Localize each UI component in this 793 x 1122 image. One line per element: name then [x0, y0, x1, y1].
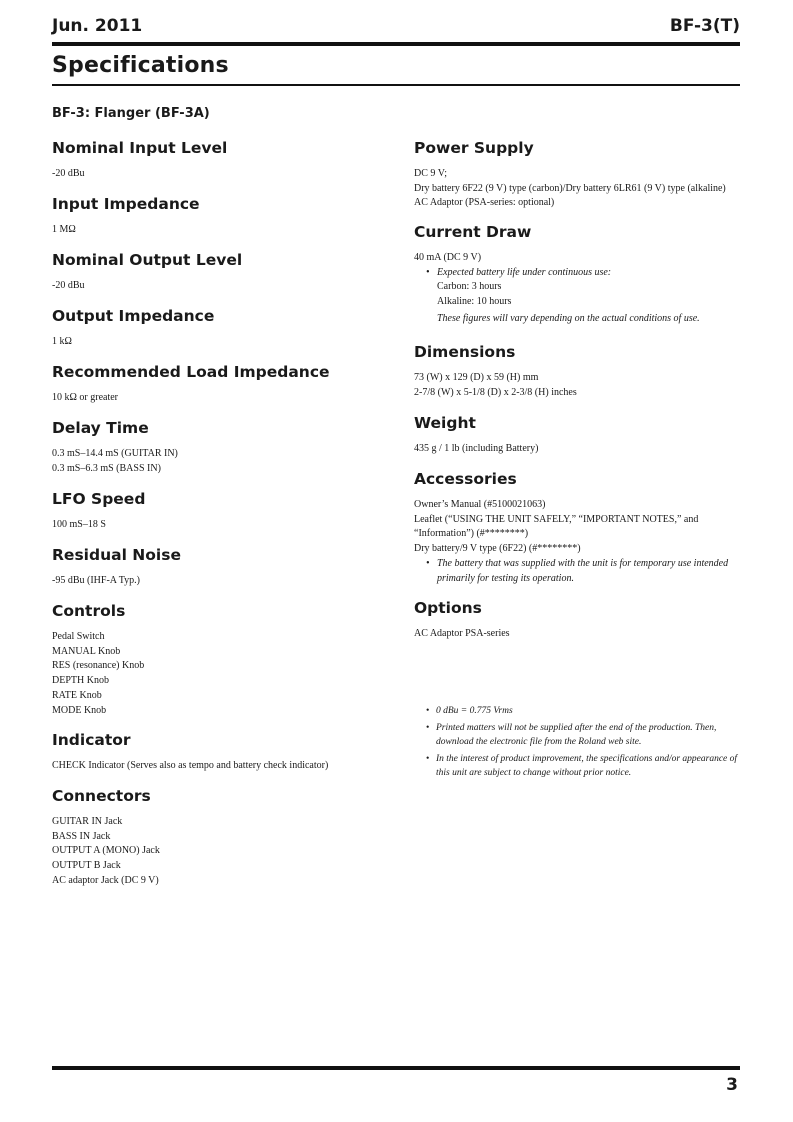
spec-indicator: [52, 729, 392, 785]
footnote-line: • Printed matters will not be supplied after the end of the production. Then,: [436, 722, 717, 733]
spec-accessories: [414, 468, 744, 597]
section-title: Output Impedance: [52, 307, 215, 325]
spec-options: [414, 597, 744, 642]
spec-value: DEPTH Knob: [52, 675, 109, 687]
spec-value: MODE Knob: [52, 704, 107, 716]
section-title: LFO Speed: [52, 490, 146, 508]
battery-life-note: • Expected battery life under continuous use:: [414, 266, 744, 281]
spec-value: 0.3 mS–6.3 mS (BASS IN): [52, 462, 161, 474]
left-column: [52, 137, 392, 889]
spec-value: Pedal Switch: [52, 631, 105, 642]
page-number: 3: [726, 1075, 738, 1095]
section-title: Delay Time: [52, 419, 149, 437]
section-title: Weight: [414, 414, 476, 432]
header-rule: [52, 42, 740, 46]
spec-value: CHECK Indicator (Serves also as tempo and battery check indicator): [52, 760, 329, 771]
spec-value: OUTPUT A (MONO) Jack: [52, 845, 160, 857]
spec-value: RES (resonance) Knob: [52, 660, 145, 672]
battery-note-cont: primarily for testing its operation.: [437, 572, 574, 584]
section-title: Connectors: [52, 787, 151, 805]
spec-connectors: [52, 785, 392, 889]
footnote: [414, 704, 744, 719]
spec-value: 2-7/8 (W) x 5-1/8 (D) x 2-3/8 (H) inches: [414, 386, 577, 398]
subtitle: BF-3: Flanger (BF-3A): [52, 106, 210, 121]
spec-value: 100 mS–18 S: [52, 519, 106, 530]
spec-value: AC Adaptor PSA-series: [414, 628, 510, 639]
section-title: Recommended Load Impedance: [52, 363, 330, 381]
spec-value: Leaflet (“USING THE UNIT SAFELY,” “IMPORTANT NOTES,” and: [414, 513, 699, 525]
spec-value: OUTPUT B Jack: [52, 860, 121, 872]
spec-value: BASS IN Jack: [52, 830, 111, 842]
footer-rule: [52, 1066, 740, 1070]
section-title: Accessories: [414, 470, 517, 488]
page-title: Specifications: [52, 53, 229, 78]
spec-dimensions: [414, 341, 744, 412]
header-date: Jun. 2011: [52, 16, 143, 36]
vary-note: These figures will vary depending on the actual conditions of use.: [437, 312, 700, 324]
header-model: BF-3(T): [669, 16, 740, 36]
section-title: Input Impedance: [52, 195, 200, 213]
title-rule: [52, 84, 740, 86]
spec-current-draw: [414, 221, 744, 341]
section-title: Controls: [52, 602, 126, 620]
carbon-life: Carbon: 3 hours: [437, 281, 502, 293]
footnote-line: download the electronic file from the Roland web site.: [436, 737, 642, 747]
spec-value: -20 dBu: [52, 168, 85, 179]
battery-note: • The battery that was supplied with the unit is for temporary use intended: [414, 557, 744, 572]
alkaline-life: Alkaline: 10 hours: [437, 296, 512, 308]
spec-value: RATE Knob: [52, 689, 102, 701]
section-title: Indicator: [52, 731, 131, 749]
spec-value: Dry battery 6F22 (9 V) type (carbon)/Dry battery 6LR61 (9 V) type (alkaline): [414, 182, 726, 194]
spec-nominal-output-level: [52, 249, 392, 305]
spec-recommended-load-impedance: [52, 361, 392, 417]
spec-value: AC Adaptor (PSA-series: optional): [414, 197, 555, 209]
spec-input-impedance: [52, 193, 392, 249]
section-title: Current Draw: [414, 223, 532, 241]
spec-lfo-speed: [52, 488, 392, 544]
spec-value: 435 g / 1 lb (including Battery): [414, 443, 539, 454]
footnotes: [414, 704, 744, 783]
spec-weight: [414, 412, 744, 468]
section-title: Options: [414, 599, 482, 617]
footnote-line: this unit are subject to change without prior notice.: [436, 768, 632, 778]
spec-power-supply: [414, 137, 744, 221]
footnote: [414, 721, 744, 750]
section-title: Power Supply: [414, 139, 534, 157]
spec-output-impedance: [52, 305, 392, 361]
spec-value: GUITAR IN Jack: [52, 816, 123, 827]
footnote-line: • In the interest of product improvement, the specifications and/or appearance of: [436, 753, 738, 764]
spec-value: 40 mA (DC 9 V): [414, 252, 482, 263]
spec-value: 1 kΩ: [52, 336, 72, 347]
spec-value: Dry battery/9 V type (6F22) (#********): [414, 543, 581, 555]
spec-value: “Information”) (#********): [414, 528, 529, 540]
section-title: Dimensions: [414, 343, 516, 361]
spec-value: -95 dBu (IHF-A Typ.): [52, 575, 141, 586]
section-title: Nominal Output Level: [52, 251, 243, 269]
spec-controls: [52, 600, 392, 729]
spec-value: 1 MΩ: [52, 224, 76, 235]
spec-value: AC adaptor Jack (DC 9 V): [52, 874, 159, 886]
spec-value: Owner’s Manual (#5100021063): [414, 499, 546, 510]
spec-delay-time: [52, 417, 392, 488]
spec-value: MANUAL Knob: [52, 645, 121, 657]
right-column: [414, 137, 744, 642]
spec-nominal-input-level: [52, 137, 392, 193]
spec-value: 73 (W) x 129 (D) x 59 (H) mm: [414, 372, 539, 383]
section-title: Nominal Input Level: [52, 139, 228, 157]
section-title: Residual Noise: [52, 546, 181, 564]
spec-value: -20 dBu: [52, 280, 85, 291]
spec-residual-noise: [52, 544, 392, 600]
spec-value: 0.3 mS–14.4 mS (GUITAR IN): [52, 448, 178, 459]
footnote-line: • 0 dBu = 0.775 Vrms: [436, 706, 513, 716]
footnote: [414, 752, 744, 781]
spec-value: DC 9 V;: [414, 168, 447, 179]
spec-value: 10 kΩ or greater: [52, 392, 119, 403]
